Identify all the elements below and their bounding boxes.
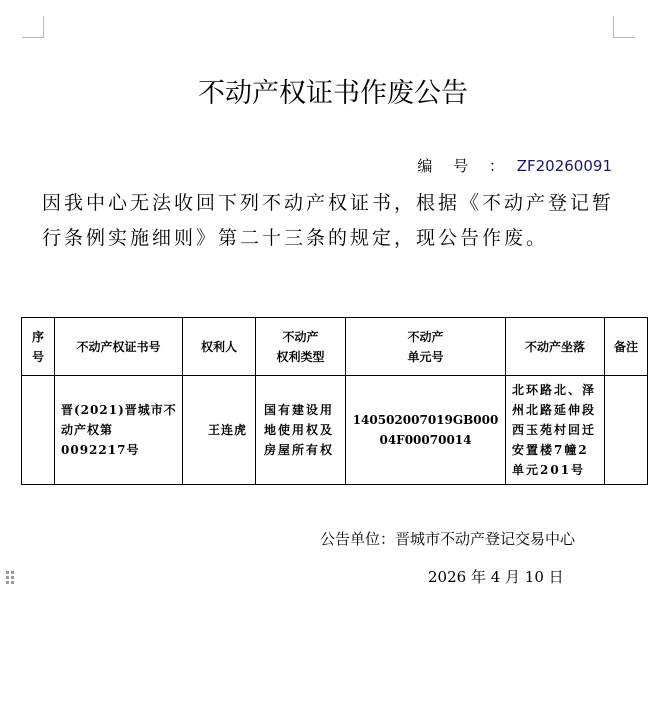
drag-handle-icon[interactable]	[6, 571, 14, 585]
document-number-value: ZF20260091	[516, 157, 612, 175]
cell-index	[22, 376, 55, 485]
header-index	[22, 318, 55, 376]
cell-right-type: 国有建设用地使用权及房屋所有权	[256, 376, 346, 485]
cell-cert-no: 晋(2021)晋城市不动产权第0092217号	[55, 376, 183, 485]
header-unit-no-line1: 不动产	[407, 329, 444, 344]
document-title: 不动产权证书作废公告	[198, 78, 468, 109]
header-index-label: 序号	[31, 329, 44, 364]
header-cert-no: 不动产权证书号	[55, 318, 183, 376]
header-remarks: 备注	[605, 318, 648, 376]
header-location: 不动产坐落	[506, 318, 605, 376]
cell-location: 北环路北、泽州北路延伸段西玉苑村回迁安置楼7幢2单元201号	[506, 376, 605, 485]
header-holder: 权利人	[183, 318, 256, 376]
header-right-type	[256, 318, 346, 376]
cell-holder: 王连虎	[183, 376, 256, 485]
header-right-type-line1: 不动产	[282, 329, 319, 344]
page-corner-mark-top-right	[613, 16, 635, 38]
cell-remarks	[605, 376, 648, 485]
certificate-table	[21, 317, 648, 485]
table-row	[22, 376, 648, 485]
document-number	[400, 155, 612, 177]
page-corner-mark-top-left	[22, 16, 44, 38]
issuer-line: 公告单位：晋城市不动产登记交易中心	[320, 530, 576, 548]
issue-date: 2026 年 4 月 10 日	[428, 568, 564, 586]
header-unit-no-line2: 单元号	[407, 349, 444, 364]
header-unit-no	[346, 318, 506, 376]
header-right-type-line2: 权利类型	[276, 349, 325, 364]
table-header-row	[22, 318, 648, 376]
cell-unit-no: 140502007019GB00004F00070014	[346, 376, 506, 485]
notice-paragraph: 因我中心无法收回下列不动产权证书，根据《不动产登记暂行条例实施细则》第二十三条的规定，现公告作废。	[42, 192, 615, 249]
document-number-label: 编 号 ：	[417, 157, 512, 175]
